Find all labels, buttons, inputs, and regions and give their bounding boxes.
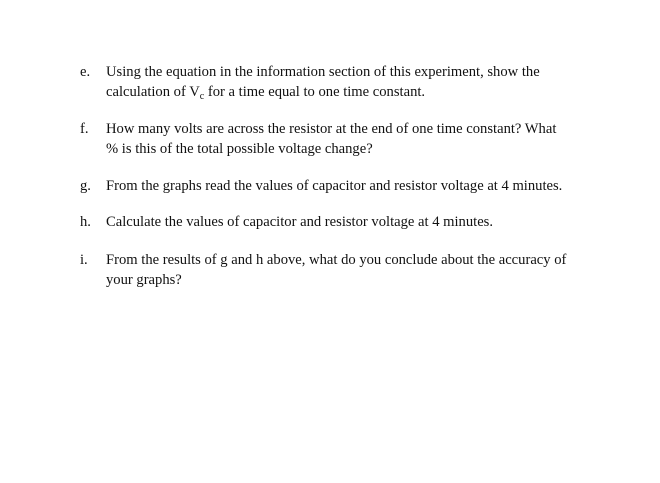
question-letter: h. [80, 214, 91, 230]
question-line-suffix: for a time equal to one time constant. [204, 84, 426, 100]
question-text [106, 62, 640, 107]
question-line: From the results of g and h above, what do you conclude about the accuracy of [106, 252, 567, 268]
question-line: How many volts are across the resistor at the end of one time constant? What [106, 121, 557, 137]
question-line: From the graphs read the values of capacitor and resistor voltage at 4 minutes. [106, 178, 563, 194]
question-i [80, 250, 640, 290]
question-line: Using the equation in the information section of this experiment, show the [106, 64, 540, 80]
question-letter: i. [80, 252, 88, 268]
question-line-prefix: calculation of V [106, 84, 200, 100]
question-text [106, 176, 640, 196]
question-letter: g. [80, 178, 91, 194]
question-letter: f. [80, 121, 89, 137]
question-text [106, 212, 640, 232]
question-g [80, 176, 640, 196]
question-line: your graphs? [106, 272, 182, 288]
question-text [106, 250, 640, 290]
question-text [106, 119, 640, 159]
question-letter: e. [80, 64, 91, 80]
question-f [80, 119, 640, 159]
question-h [80, 212, 640, 232]
question-line: % is this of the total possible voltage change? [106, 141, 373, 157]
subscript: c [199, 91, 205, 102]
question-e [80, 62, 640, 107]
question-line: Calculate the values of capacitor and resistor voltage at 4 minutes. [106, 214, 494, 230]
